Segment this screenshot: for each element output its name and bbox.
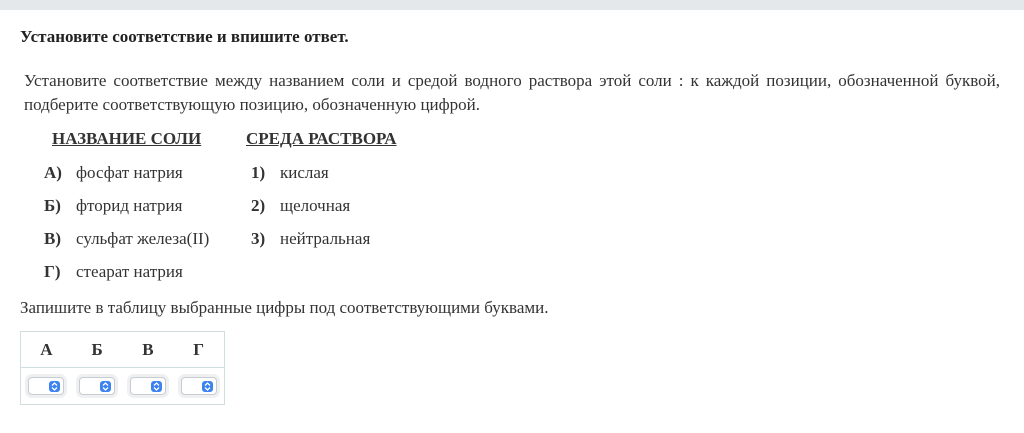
answer-select-g[interactable] (181, 377, 217, 395)
item-letter: В) (44, 229, 61, 248)
up-down-chevron-icon (202, 381, 213, 392)
item-text: фосфат натрия (76, 163, 183, 182)
answer-header-g: Г (193, 340, 205, 359)
answer-table-header (21, 332, 224, 368)
up-down-chevron-icon (100, 381, 111, 392)
task-heading: Установите соответствие и впишите ответ. (20, 27, 349, 46)
item-number: 2) (251, 196, 266, 215)
answer-cell-a (21, 377, 72, 395)
answer-cell-g (173, 377, 224, 395)
up-down-chevron-icon (151, 381, 162, 392)
left-column-header: НАЗВАНИЕ СОЛИ (52, 129, 202, 148)
answer-table (20, 331, 225, 405)
answer-header-a: А (40, 340, 53, 359)
medium-item-1 (251, 163, 329, 183)
answer-cell-b (72, 377, 123, 395)
item-number: 1) (251, 163, 266, 182)
item-text: кислая (280, 163, 329, 182)
item-letter: Б) (44, 196, 61, 215)
salt-item-b (44, 196, 182, 216)
answer-table-selects (21, 368, 224, 404)
salt-item-a (44, 163, 183, 183)
answer-header-b: Б (91, 340, 103, 359)
item-text: сульфат железа(II) (76, 229, 210, 248)
answer-header-v: В (142, 340, 154, 359)
answer-cell-v (123, 377, 174, 395)
item-text: фторид натрия (76, 196, 183, 215)
item-letter: Г) (44, 262, 61, 281)
item-letter: А) (44, 163, 62, 182)
item-text: щелочная (280, 196, 351, 215)
item-number: 3) (251, 229, 266, 248)
salt-item-g (44, 262, 183, 282)
medium-item-3 (251, 229, 370, 249)
item-text: нейтральная (280, 229, 371, 248)
answer-select-b[interactable] (79, 377, 115, 395)
right-column-header: СРЕДА РАСТВОРА (246, 129, 397, 148)
medium-item-2 (251, 196, 350, 216)
item-text: стеарат натрия (76, 262, 183, 281)
top-strip (0, 0, 1024, 10)
answer-select-a[interactable] (28, 377, 64, 395)
answer-select-v[interactable] (130, 377, 166, 395)
salt-item-v (44, 229, 209, 249)
task-instruction: Установите соответствие между названием соли и средой водного раствора этой соли : к каждой позиции, обозначенной буквой, подберите соответствующую позицию, обозначенную цифрой. (24, 71, 1000, 114)
answer-instruction: Запишите в таблицу выбранные цифры под соответствующими буквами. (20, 298, 549, 317)
up-down-chevron-icon (49, 381, 60, 392)
